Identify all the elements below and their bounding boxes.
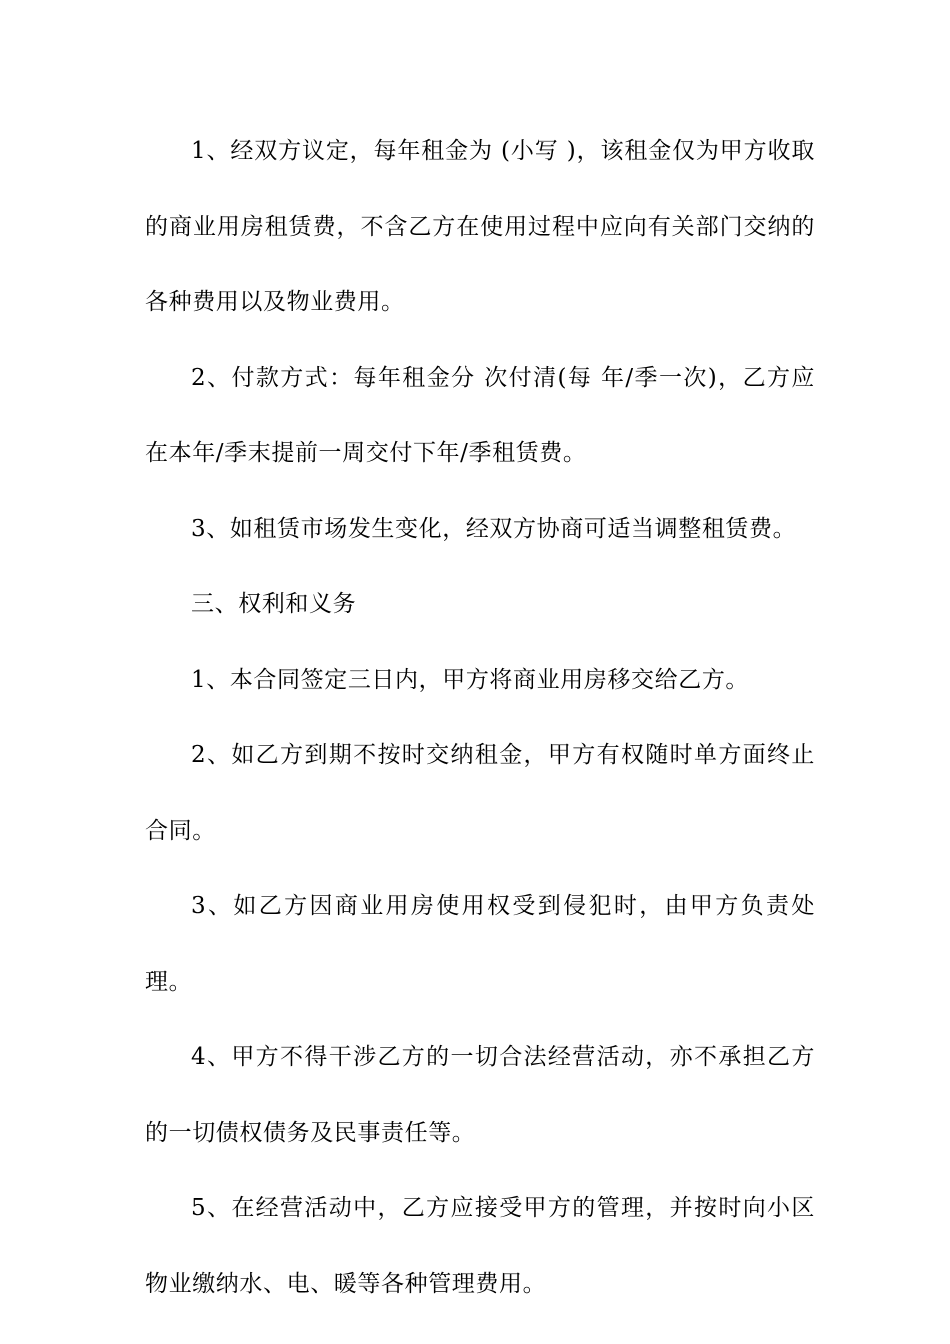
paragraph-management-fees: 5、在经营活动中，乙方应接受甲方的管理，并按时向小区物业缴纳水、电、暖等各种管理费用。 <box>145 1195 815 1297</box>
paragraph-rent-adjustment: 3、如租赁市场发生变化，经双方协商可适当调整租赁费。 <box>191 515 797 542</box>
paragraph-handover: 1、本合同签定三日内，甲方将商业用房移交给乙方。 <box>191 666 750 693</box>
paragraph-infringement: 3、如乙方因商业用房使用权受到侵犯时，由甲方负责处理。 <box>145 893 815 995</box>
section-heading-rights-obligations: 三、权利和义务 <box>191 591 357 617</box>
document-body <box>145 114 815 1322</box>
paragraph-late-payment: 2、如乙方到期不按时交纳租金，甲方有权随时单方面终止合同。 <box>145 742 815 844</box>
paragraph-rent-amount: 1、经双方议定，每年租金为 (小写 )，该租金仅为甲方收取的商业用房租赁费，不含乙方在使用过程中应向有关部门交纳的各种费用以及物业费用。 <box>145 138 815 315</box>
paragraph-non-interference: 4、甲方不得干涉乙方的一切合法经营活动，亦不承担乙方的一切债权债务及民事责任等。 <box>145 1044 815 1146</box>
paragraph-payment-method: 2、付款方式：每年租金分 次付清(每 年/季一次)，乙方应在本年/季末提前一周交付下年/季租赁费。 <box>145 364 815 466</box>
